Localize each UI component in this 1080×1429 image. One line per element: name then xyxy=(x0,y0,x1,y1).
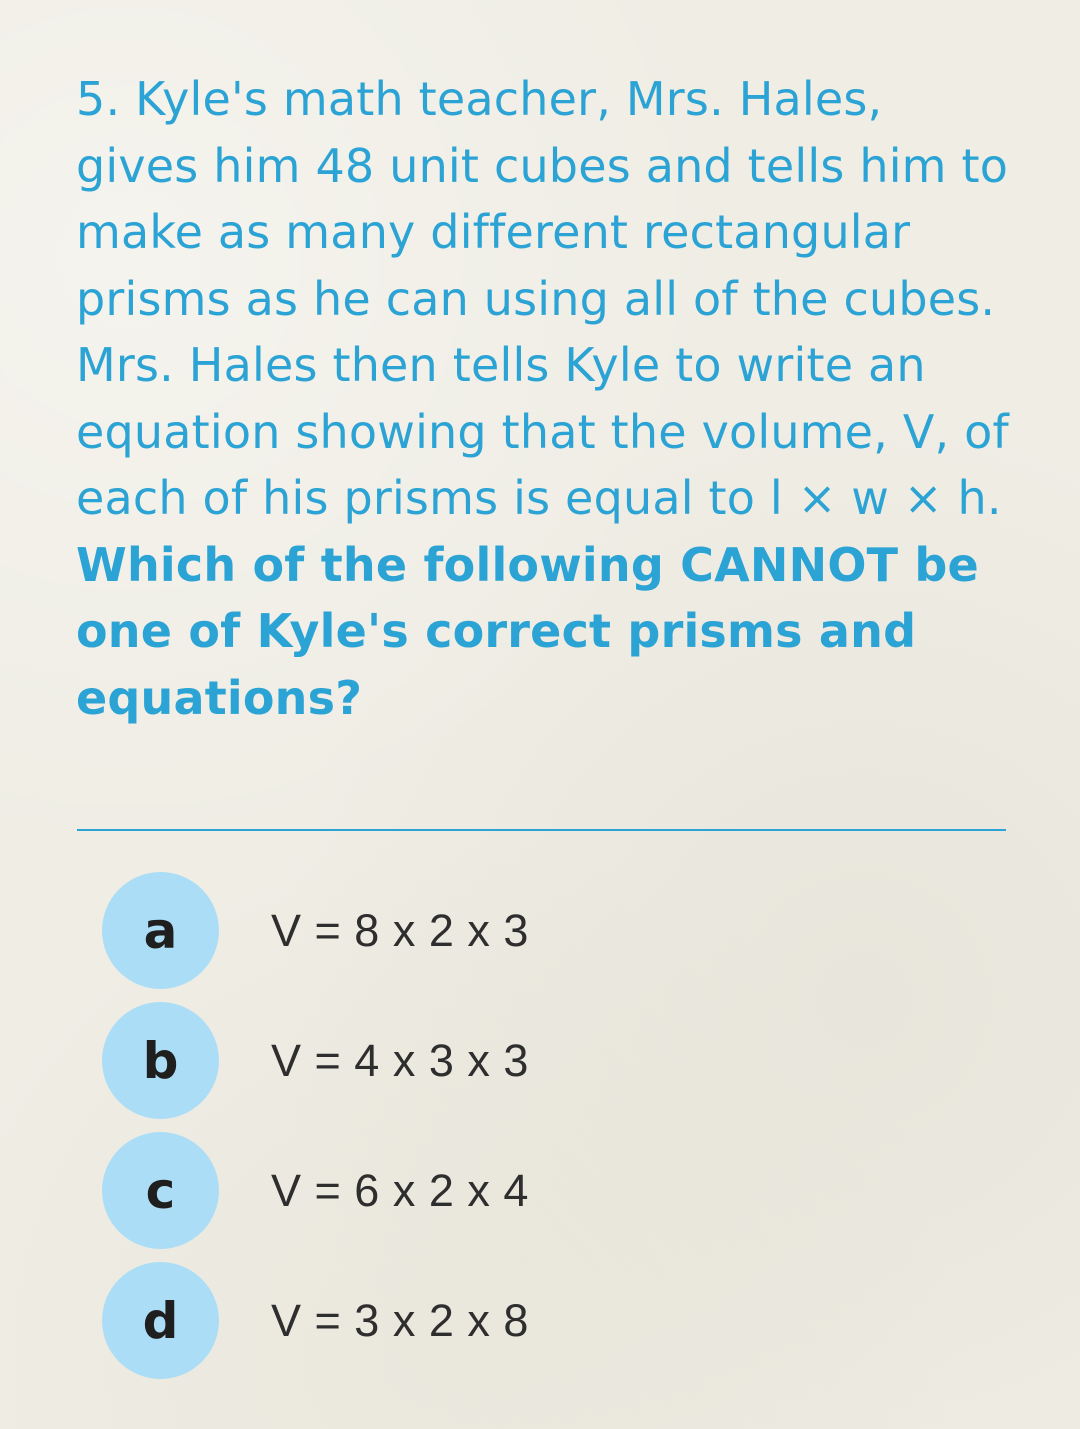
question-text xyxy=(76,66,1011,731)
option-letter-badge[interactable]: b xyxy=(102,1002,219,1119)
question-prompt: Which of the following CANNOT be one of Kyle's correct prisms and equations? xyxy=(76,537,979,725)
question-stem: 5. Kyle's math teacher, Mrs. Hales, gives him 48 unit cubes and tells him to make as many different rectangular prisms as he can using all of the cubes. Mrs. Hales then tells Kyle to write an equation showing that the volume, V, of each of his prisms is equal to l × w × h. xyxy=(76,72,1009,525)
option-letter-badge[interactable]: d xyxy=(102,1262,219,1379)
option-letter-badge[interactable]: a xyxy=(102,872,219,989)
option-letter-badge[interactable]: c xyxy=(102,1132,219,1249)
option-answer-text[interactable]: V = 8 x 2 x 3 xyxy=(271,904,529,956)
option-a[interactable] xyxy=(102,872,702,989)
option-answer-text[interactable]: V = 3 x 2 x 8 xyxy=(271,1294,529,1346)
option-answer-text[interactable]: V = 4 x 3 x 3 xyxy=(271,1034,529,1086)
divider xyxy=(77,829,1006,831)
option-d[interactable] xyxy=(102,1262,702,1379)
option-answer-text[interactable]: V = 6 x 2 x 4 xyxy=(271,1164,529,1216)
option-b[interactable] xyxy=(102,1002,702,1119)
option-c[interactable] xyxy=(102,1132,702,1249)
